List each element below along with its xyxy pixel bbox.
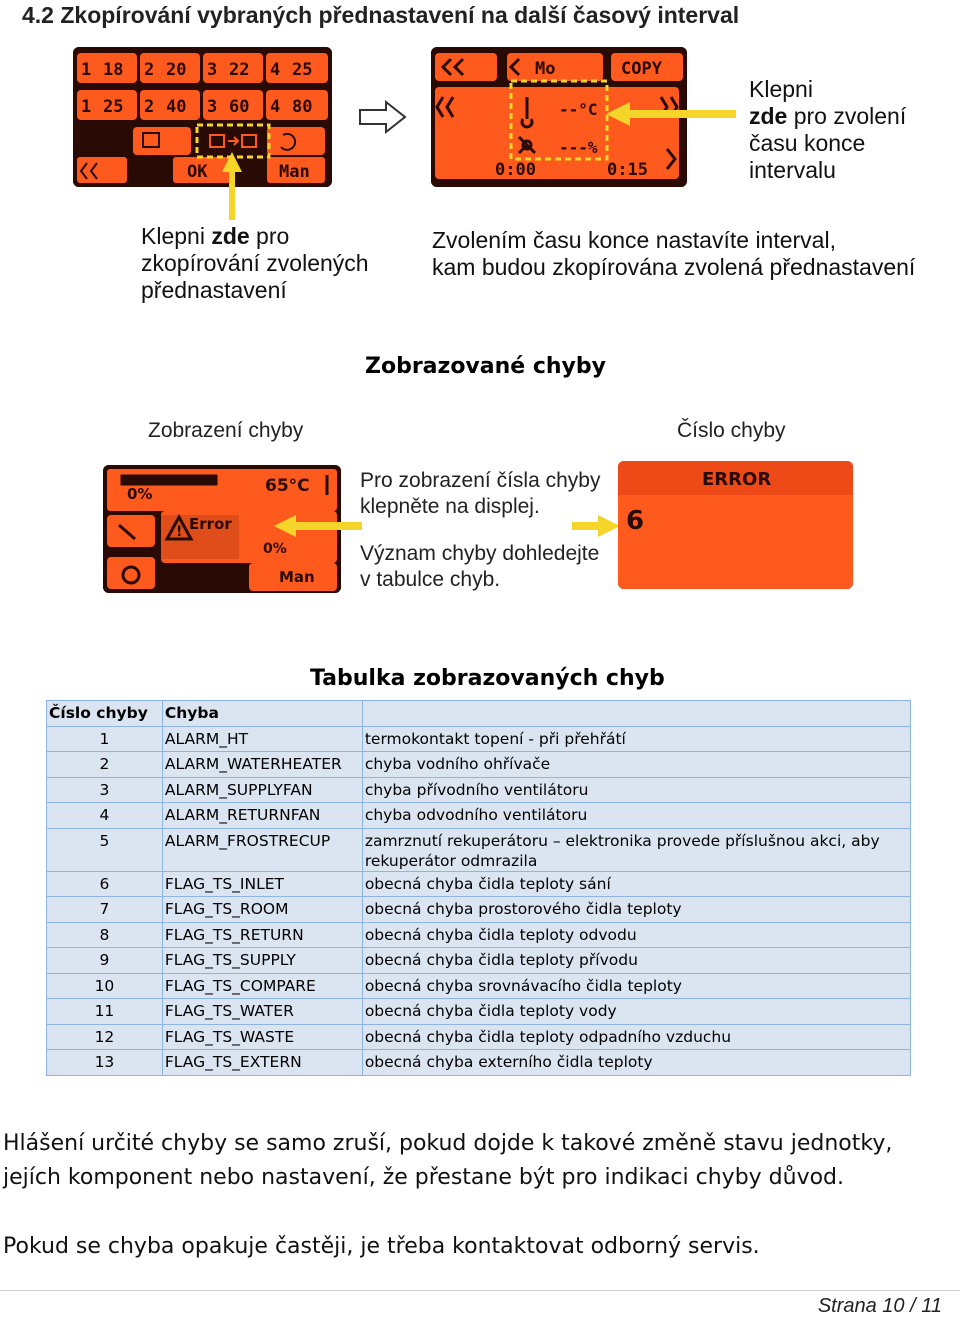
note-auto-clear: Hlášení určité chyby se samo zruší, pokud dojde k takové změně stavu jednotky, jejích komponent nebo nastavení, že přestane být pro indikaci chyby důvod.: [3, 1131, 893, 1190]
error-table: [46, 700, 911, 1076]
preset-index: 4: [270, 60, 281, 80]
left-arrow-icon: [272, 513, 364, 539]
note-service: Pokud se chyba opakuje častěji, je třeba kontaktovat odborný servis.: [3, 1234, 760, 1259]
day-label: Mo: [535, 59, 556, 79]
preset-index: 1: [81, 97, 92, 117]
error-number-cell: 13: [47, 1050, 163, 1076]
error-number-label: Číslo chyby: [677, 419, 786, 442]
errors-heading: Zobrazované chyby: [365, 354, 606, 379]
presets-screen: [73, 47, 332, 187]
error-code-cell: ALARM_FROSTRECUP: [162, 828, 362, 871]
right-arrow-icon: [570, 513, 622, 539]
temp-value: 65°C: [265, 476, 310, 496]
section-title: 4.2 Zkopírování vybraných přednastavení na další časový interval: [22, 2, 740, 28]
preset-fan: 80: [292, 97, 313, 117]
error-number-cell: 7: [47, 897, 163, 923]
error-number-cell: 3: [47, 777, 163, 803]
error-code-cell: FLAG_TS_INLET: [162, 871, 362, 897]
error-code-cell: FLAG_TS_EXTERN: [162, 1050, 362, 1076]
error-description-cell: obecná chyba čidla teploty odpadního vzduchu: [362, 1024, 910, 1050]
preset-temp: 25: [292, 60, 313, 80]
ok-label: OK: [187, 162, 208, 182]
error-code-cell: ALARM_SUPPLYFAN: [162, 777, 362, 803]
error-description-cell: obecná chyba čidla teploty přívodu: [362, 948, 910, 974]
error-code-cell: ALARM_RETURNFAN: [162, 803, 362, 829]
error-description-cell: zamrznutí rekuperátoru – elektronika provede příslušnou akci, aby rekuperátor odmrazila: [362, 828, 910, 871]
table-title: Tabulka zobrazovaných chyb: [310, 666, 665, 691]
preset-index: 3: [207, 60, 218, 80]
table-row: [47, 922, 911, 948]
table-row: [47, 999, 911, 1025]
error-code-cell: FLAG_TS_SUPPLY: [162, 948, 362, 974]
table-row: [47, 828, 911, 871]
error-description-cell: chyba odvodního ventilátoru: [362, 803, 910, 829]
caption-end-time: Klepni zde pro zvolení času konce intervalu: [749, 76, 907, 183]
error-code: 6: [626, 506, 645, 536]
error-description-cell: termokontakt topení - při přehřátí: [362, 726, 910, 752]
error-code-cell: FLAG_TS_ROOM: [162, 897, 362, 923]
error-description-cell: obecná chyba prostorového čidla teploty: [362, 897, 910, 923]
copy-label: COPY: [621, 59, 662, 79]
fan-value: ---%: [559, 138, 598, 157]
preset-temp: 20: [166, 60, 187, 80]
column-header: [362, 701, 910, 727]
table-row: [47, 726, 911, 752]
temp-value: --°C: [559, 100, 598, 119]
up-arrow-icon: [220, 150, 244, 222]
error-number-cell: 9: [47, 948, 163, 974]
table-row: [47, 1024, 911, 1050]
error-display-label: Zobrazení chyby: [148, 419, 304, 442]
preset-fan: 60: [229, 97, 250, 117]
error-number-cell: 1: [47, 726, 163, 752]
table-row: [47, 897, 911, 923]
error-code-cell: ALARM_WATERHEATER: [162, 752, 362, 778]
error-number-cell: 12: [47, 1024, 163, 1050]
error-description-cell: obecná chyba čidla teploty sání: [362, 871, 910, 897]
table-row: [47, 973, 911, 999]
error-number-cell: 11: [47, 999, 163, 1025]
error-description-cell: chyba přívodního ventilátoru: [362, 777, 910, 803]
error-description-cell: obecná chyba čidla teploty odvodu: [362, 922, 910, 948]
error-number-cell: 5: [47, 828, 163, 871]
error-description-cell: chyba vodního ohřívače: [362, 752, 910, 778]
preset-index: 2: [144, 97, 155, 117]
error-description-cell: obecná chyba srovnávacího čidla teploty: [362, 973, 910, 999]
right-arrow-icon: [358, 100, 408, 134]
error-number-cell: 8: [47, 922, 163, 948]
error-number-cell: 10: [47, 973, 163, 999]
man-label: Man: [279, 568, 315, 586]
error-description-cell: obecná chyba čidla teploty vody: [362, 999, 910, 1025]
time-end: 0:15: [607, 160, 648, 180]
preset-index: 3: [207, 97, 218, 117]
table-row: [47, 871, 911, 897]
preset-index: 1: [81, 60, 92, 80]
error-code-cell: FLAG_TS_WATER: [162, 999, 362, 1025]
table-row: [47, 803, 911, 829]
fan-value: 0%: [263, 541, 287, 557]
error-number-screen: [618, 461, 853, 589]
error-code-cell: ALARM_HT: [162, 726, 362, 752]
error-code-cell: FLAG_TS_WASTE: [162, 1024, 362, 1050]
preset-index: 4: [270, 97, 281, 117]
error-code-cell: FLAG_TS_COMPARE: [162, 973, 362, 999]
caption-interval: Zvolením času konce nastavíte interval, kam budou zkopírována zvolená přednastavení: [432, 227, 916, 280]
hint-lookup: Význam chyby dohledejte v tabulce chyb.: [360, 542, 600, 591]
table-row: [47, 948, 911, 974]
table-row: [47, 777, 911, 803]
preset-fan: 40: [166, 97, 187, 117]
svg-text:!: !: [176, 524, 183, 540]
table-row: [47, 1050, 911, 1076]
fan-value: 0%: [127, 485, 153, 503]
error-label: Error: [189, 515, 232, 533]
hint-tap: Pro zobrazení čísla chyby klepněte na displej.: [360, 469, 601, 518]
caption-copy: Klepni zde pro zkopírování zvolených přednastavení: [141, 223, 369, 303]
left-arrow-icon: [604, 100, 738, 128]
preset-temp: 18: [103, 60, 124, 80]
error-code-cell: FLAG_TS_RETURN: [162, 922, 362, 948]
error-number-cell: 6: [47, 871, 163, 897]
error-number-cell: 4: [47, 803, 163, 829]
error-label: ERROR: [702, 469, 772, 490]
table-header-row: [47, 701, 911, 727]
footer-divider: [0, 1290, 960, 1291]
table-row: [47, 752, 911, 778]
preset-fan: 25: [103, 97, 124, 117]
column-header: Číslo chyby: [47, 701, 163, 727]
error-description-cell: obecná chyba externího čidla teploty: [362, 1050, 910, 1076]
page-number: Strana 10 / 11: [817, 1295, 942, 1317]
preset-temp: 22: [229, 60, 250, 80]
man-label: Man: [279, 162, 310, 182]
column-header: Chyba: [162, 701, 362, 727]
time-start: 0:00: [495, 160, 536, 180]
preset-index: 2: [144, 60, 155, 80]
error-number-cell: 2: [47, 752, 163, 778]
